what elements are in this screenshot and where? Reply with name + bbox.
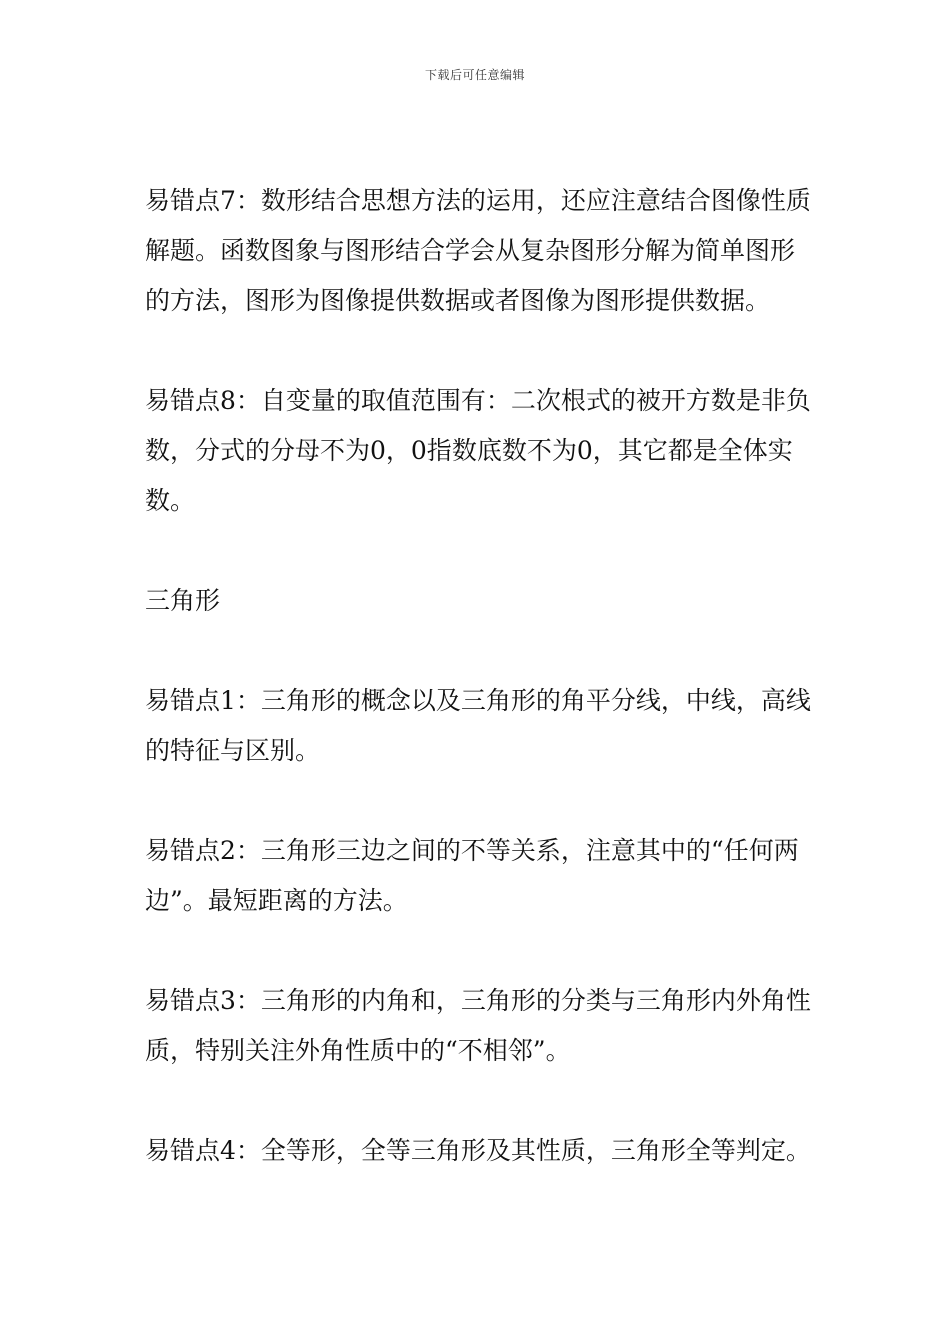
paragraph-error-point-7: 易错点7：数形结合思想方法的运用，还应注意结合图像性质解题。函数图象与图形结合学会从复杂图形分解为简单图形的方法，图形为图像提供数据或者图像为图形提供数据。 — [145, 186, 811, 315]
paragraph-triangle-error-point-4: 易错点4：全等形，全等三角形及其性质，三角形全等判定。 — [145, 1136, 811, 1165]
section-heading-triangle: 三角形 — [145, 586, 221, 615]
paragraph-triangle-error-point-2: 易错点2：三角形三边之间的不等关系，注意其中的“任何两边”。最短距离的方法。 — [145, 836, 799, 915]
paragraph-error-point-8: 易错点8：自变量的取值范围有：二次根式的被开方数是非负数，分式的分母不为0，0指数底数不为0，其它都是全体实数。 — [145, 386, 811, 515]
document-body — [145, 176, 815, 1226]
page-header: 下载后可任意编辑 — [424, 68, 525, 82]
paragraph-triangle-error-point-1: 易错点1：三角形的概念以及三角形的角平分线，中线，高线的特征与区别。 — [145, 686, 811, 765]
paragraph-triangle-error-point-3: 易错点3：三角形的内角和，三角形的分类与三角形内外角性质，特别关注外角性质中的“不相邻”。 — [145, 986, 811, 1065]
